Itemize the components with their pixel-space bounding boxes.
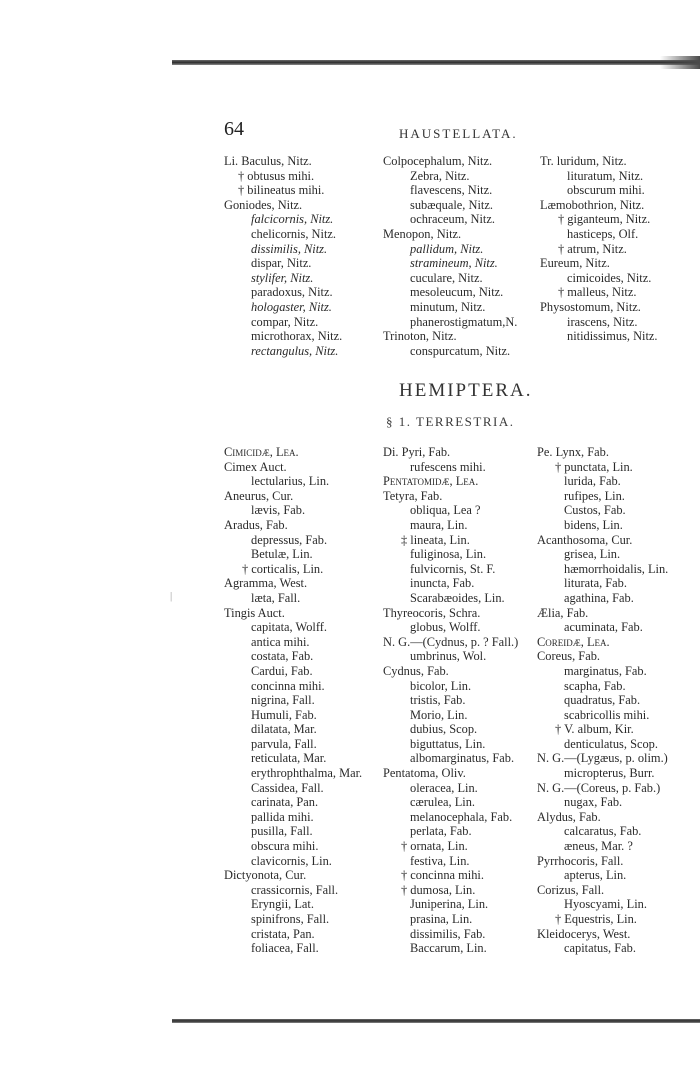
list-item: spinifrons, Fall. [251,912,330,926]
list-item: liturata, Fab. [564,576,627,591]
list-item: pallidum, Nitz. [410,241,484,256]
list-item: festiva, Lin. [410,853,470,868]
section-title: HEMIPTERA. [399,380,533,401]
top-column-2 [383,154,517,358]
list-item: Aneurus, Cur. [224,488,294,503]
list-item: Coreus, Fab. [537,649,600,664]
list-item: perlata, Fab. [410,824,472,839]
list-item: † bilineatus mihi. [238,183,325,198]
list-item: paradoxus, Nitz. [251,285,333,300]
list-item: nugax, Fab. [564,795,623,810]
list-item: Di. Pyri, Fab. [383,445,451,459]
list-item: bicolor, Lin. [410,678,472,693]
list-item: Custos, Fab. [564,503,626,518]
list-item: obscurum mihi. [567,183,645,198]
list-item: albomarginatus, Fab. [410,751,515,766]
list-item: acuminata, Fab. [564,620,643,635]
list-item: hologaster, Nitz. [251,299,332,314]
list-item: ochraceum, Nitz. [410,212,495,227]
list-item: compar, Nitz. [251,314,319,329]
list-item: irascens, Nitz. [567,314,638,329]
list-item: hæmorrhoidalis, Lin. [564,561,669,576]
list-item: microthorax, Nitz. [251,329,343,344]
list-item: Tingis Auct. [224,605,285,620]
list-item: Cydnus, Fab. [383,663,449,678]
list-item: Humuli, Fab. [251,707,317,722]
bottom-column-2 [383,445,518,956]
list-item: † concinna mihi. [401,868,484,883]
list-item: Physostomum, Nitz. [540,299,641,314]
bottom-rule [172,1019,700,1023]
list-item: † ornata, Lin. [401,839,468,854]
list-item: quadratus, Fab. [564,693,641,708]
list-item: rectangulus, Nitz. [251,343,339,358]
list-item: Thyreocoris, Schra. [383,605,481,620]
list-item: marginatus, Fab. [564,663,647,678]
list-item: oleracea, Lin. [410,780,478,795]
list-item: mesoleucum, Nitz. [410,285,504,300]
top-column-1 [224,154,342,358]
list-item: Acanthosoma, Cur. [537,532,633,547]
list-item: chelicornis, Nitz. [251,226,336,241]
list-item: crassicornis, Fall. [251,882,339,897]
list-item: umbrinus, Wol. [410,649,487,664]
list-item: cuculare, Nitz. [410,270,483,285]
list-item: cimicoides, Nitz. [567,270,652,285]
list-item: † punctata, Lin. [555,459,633,474]
list-item: reticulata, Mar. [251,751,327,766]
list-item: falcicornis, Nitz. [251,212,334,227]
list-item: minutum, Nitz. [410,299,486,314]
list-item: depressus, Fab. [251,532,328,547]
list-item: Alydus, Fab. [537,809,601,824]
list-item: phanerostigmatum,N. [410,314,518,329]
list-item: maura, Lin. [410,517,468,532]
list-item: Cardui, Fab. [251,663,313,678]
list-item: Tr. luridum, Nitz. [540,154,627,168]
list-item: foliacea, Fall. [251,941,319,956]
list-item: † V. album, Kir. [555,722,634,737]
list-item: antica mihi. [251,634,310,649]
list-item: denticulatus, Scop. [564,736,658,751]
list-item: scapha, Fab. [564,678,626,693]
list-item: pallida mihi. [251,809,314,824]
list-item: N. G.—(Lygæus, p. olim.) [537,751,668,766]
list-item: Cimex Auct. [224,459,287,474]
list-item: stylifer, Nitz. [251,270,314,285]
running-header: HAUSTELLATA. [399,126,518,141]
list-item: Trinoton, Nitz. [383,329,457,344]
top-rule [172,60,700,65]
list-item: tristis, Fab. [410,693,466,708]
list-item: capitatus, Fab. [564,941,636,956]
list-item: Cimicidæ, Lea. [224,445,299,459]
list-item: Corizus, Fall. [537,882,605,897]
list-item: fulvicornis, St. F. [410,561,496,576]
edge-mark: | [170,590,173,602]
list-item: † dumosa, Lin. [401,882,476,897]
list-item: Cassidea, Fall. [251,780,324,795]
list-item: lituratum, Nitz. [567,168,644,183]
list-item: nigrina, Fall. [251,693,315,708]
list-item: † atrum, Nitz. [558,241,627,256]
list-item: Li. Baculus, Nitz. [224,154,312,168]
list-item: Pentatomidæ, Lea. [383,474,479,489]
list-item: Agramma, West. [224,576,308,591]
list-item: lectularius, Lin. [251,474,330,489]
list-item: inuncta, Fab. [410,576,475,591]
list-item: lævis, Fab. [251,503,306,518]
list-item: læta, Fall. [251,590,301,605]
top-column-3 [540,154,658,344]
list-item: prasina, Lin. [410,912,473,926]
list-item: Pentatoma, Oliv. [383,766,466,781]
list-item: † giganteum, Nitz. [558,212,651,227]
list-item: dubius, Scop. [410,722,478,737]
list-item: † corticalis, Lin. [242,561,324,576]
list-item: scabricollis mihi. [564,707,650,722]
list-item: Coreidæ, Lea. [537,634,610,649]
list-item: biguttatus, Lin. [410,736,486,751]
list-item: N. G.—(Coreus, p. Fab.) [537,780,661,795]
list-item: Colpocephalum, Nitz. [383,154,493,168]
list-item: lurida, Fab. [564,474,621,489]
list-item: clavicornis, Lin. [251,853,332,868]
list-item: bidens, Lin. [564,517,623,532]
list-item: Menopon, Nitz. [383,226,462,241]
list-item: conspurcatum, Nitz. [410,343,511,358]
list-item: parvula, Fall. [251,736,317,751]
list-item: Dictyonota, Cur. [224,868,307,883]
list-item: Kleidocerys, West. [537,926,631,941]
list-item: globus, Wolff. [410,620,481,635]
list-item: dissimilis, Fab. [410,926,486,941]
list-item: dilatata, Mar. [251,722,317,737]
bottom-column-1 [224,445,362,956]
list-item: capitata, Wolff. [251,620,327,635]
list-item: cristata, Pan. [251,926,315,941]
list-item: obscura mihi. [251,839,319,854]
list-item: Betulæ, Lin. [251,547,313,562]
list-item: calcaratus, Fab. [564,824,642,839]
list-item: costata, Fab. [251,649,314,664]
list-item: dissimilis, Nitz. [251,241,328,256]
list-item: pusilla, Fall. [251,824,313,839]
list-item: æneus, Mar. ? [564,839,633,854]
list-item: Juniperina, Lin. [410,897,489,912]
list-item: micropterus, Burr. [564,766,655,781]
list-item: subæquale, Nitz. [410,197,493,212]
list-item: obliqua, Lea ? [410,503,481,518]
list-item: rufipes, Lin. [564,488,625,503]
list-item: Morio, Lin. [410,707,468,722]
bottom-column-3 [537,445,668,956]
list-item: apterus, Lin. [564,868,627,883]
list-item: grisea, Lin. [564,547,621,562]
list-item: † obtusus mihi. [238,168,315,183]
list-item: Goniodes, Nitz. [224,197,303,212]
list-item: Pyrrhocoris, Fall. [537,853,624,868]
list-item: rufescens mihi. [410,459,486,474]
list-item: fuliginosa, Lin. [410,547,487,562]
list-item: Eryngii, Lat. [251,897,314,912]
list-item: concinna mihi. [251,678,325,693]
list-item: † malleus, Nitz. [558,285,637,300]
list-item: Eureum, Nitz. [540,256,610,271]
list-item: Ælia, Fab. [537,605,589,620]
list-item: N. G.—(Cydnus, p. ? Fall.) [383,634,519,649]
list-item: Pe. Lynx, Fab. [537,445,609,459]
list-item: melanocephala, Fab. [410,809,513,824]
list-item: flavescens, Nitz. [410,183,493,198]
list-item: carinata, Pan. [251,795,319,810]
list-item: agathina, Fab. [564,590,634,605]
list-item: ‡ lineata, Lin. [401,532,470,547]
list-item: hasticeps, Olf. [567,226,639,241]
page-number: 64 [224,118,244,140]
subsection-title: § 1. TERRESTRIA. [386,414,515,429]
list-item: Scarabæoides, Lin. [410,590,505,605]
list-item: dispar, Nitz. [251,256,312,271]
list-item: cærulea, Lin. [410,795,476,810]
list-item: Tetyra, Fab. [383,488,443,503]
list-item: Hyoscyami, Lin. [564,897,647,912]
list-item: Læmobothrion, Nitz. [540,197,645,212]
list-item: stramineum, Nitz. [410,256,498,271]
list-item: Aradus, Fab. [224,517,288,532]
list-item: Zebra, Nitz. [410,168,470,183]
list-item: † Equestris, Lin. [555,912,637,926]
list-item: nitidissimus, Nitz. [567,329,658,344]
list-item: erythrophthalma, Mar. [251,766,363,781]
list-item: Baccarum, Lin. [410,941,487,956]
